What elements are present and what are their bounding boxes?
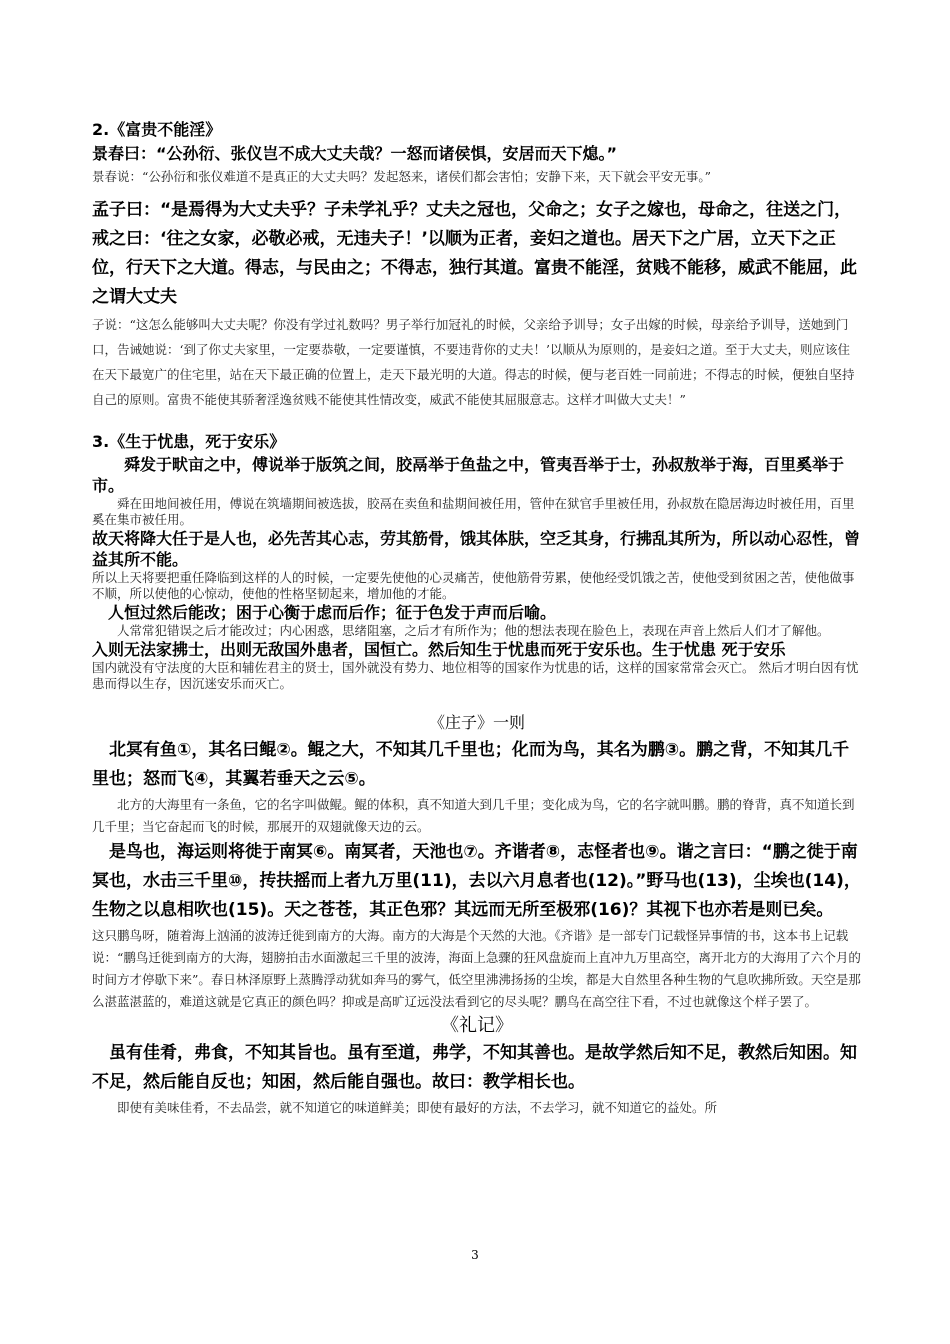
- section-2-translation-1: 景春说：“公孙衍和张仪难道不是真正的大丈夫吗？发起怒来，诸侯们都会害怕；安静下来，天下就会平安无事。”: [92, 169, 712, 184]
- zhuangzi-translation-1: 北方的大海里有一条鱼，它的名字叫做鲲。鲲的体积，真不知道大到几千里；变化成为鸟，它的名字就叫鹏。鹏的脊背，真不知道长到几千里；当它奋起而飞的时候，那展开的双翅就像天边的云。: [92, 797, 855, 834]
- document-page: [92, 118, 862, 1119]
- liji-original-1: 虽有佳肴，弗食，不知其旨也。虽有至道，弗学，不知其善也。是故学然后知不足，教然后知困。知不足，然后能自反也；知困，然后能自强也。故曰：教学相长也。: [92, 1043, 857, 1092]
- zhuangzi-original-2: 是鸟也，海运则将徙于南冥⑥。南冥者，天池也⑦。齐谐者⑧，志怪者也⑨。谐之言曰：“鹏之徙于南冥也，水击三千里⑩，抟扶摇而上者九万里(11)，去以六月息者也(12)。”野马也(13)，尘埃也(14)，生物之以息相吹也(15)。天之苍苍，其正色邪？其远而无所至极邪(16)？其视下也亦若是则已矣。: [92, 842, 861, 920]
- section-3-original-2: 故天将降大任于是人也，必先苦其心志，劳其筋骨，饿其体肤，空乏其身，行拂乱其所为，所以动心忍性，曾益其所不能。: [92, 529, 861, 569]
- section-2-translation-2: 子说：“这怎么能够叫大丈夫呢？你没有学过礼数吗？男子举行加冠礼的时候，父亲给予训导；女子出嫁的时候，母亲给予训导，送她到门口，告诫她说：‘到了你丈夫家里，一定要恭敬，一定要谨慎，不要违背你的丈夫！’以顺从为原则的，是妾妇之道。至于大丈夫，则应该住在天下最宽广的住宅里，站在天下最正确的位置上，走天下最光明的大道。得志的时候，便与老百姓一同前进；不得志的时候，便独自坚持自己的原则。富贵不能使其骄奢淫逸贫贱不能使其性情改变，威武不能使其屈服意志。这样才叫做大丈夫！”: [92, 317, 855, 407]
- section-3-original-4: 入则无法家拂士，出则无敌国外患者，国恒亡。然后知生于忧患而死于安乐也。生于忧患 死于安乐: [92, 640, 786, 659]
- section-2-original-1: 景春曰：“公孙衍、张仪岂不成大丈夫哉？一怒而诸侯惧，安居而天下熄。”: [92, 144, 618, 163]
- liji-translation-1: 即使有美味佳肴，不去品尝，就不知道它的味道鲜美；即使有最好的方法，不去学习，就不知道它的益处。所: [117, 1100, 718, 1115]
- section-3-original-3: 人恒过然后能改；困于心衡于虑而后作；征于色发于声而后喻。: [108, 603, 557, 622]
- zhuangzi-translation-2: 这只鹏鸟呀，随着海上汹涌的波涛迁徙到南方的大海。南方的大海是个天然的大池。《齐谐》是一部专门记载怪异事情的书，这本书上记载说：“鹏鸟迁徙到南方的大海，翅膀拍击水面激起三千里的波涛，海面上急骤的狂风盘旋而上直冲九万里高空，离开北方的大海用了六个月的时间方才停歇下来”。春日林泽原野上蒸腾浮动犹如奔马的雾气，低空里沸沸扬扬的尘埃，都是大自然里各种生物的气息吹拂所致。天空是那么湛蓝湛蓝的，难道这就是它真正的颜色吗？抑或是高旷辽远没法看到它的尽头呢？鹏鸟在高空往下看，不过也就像这个样子罢了。: [92, 928, 861, 1009]
- section-3-translation-1: 舜在田地间被任用，傅说在筑墙期间被选拔，胶鬲在卖鱼和盐期间被任用，管仲在狱官手里被任用，孙叔敖在隐居海边时被任用，百里奚在集市被任用。: [92, 496, 855, 527]
- section-3-translation-2: 所以上天将要把重任降临到这样的人的时候，一定要先使他的心灵痛苦，使他筋骨劳累，使他经受饥饿之苦，使他受到贫困之苦，使他做事不顺，所以使他的心惊动，使他的性格坚韧起来，增加他的才能。: [92, 570, 855, 601]
- section-2-title: 2.《富贵不能淫》: [92, 120, 222, 139]
- section-3-translation-3: 人常常犯错误之后才能改过；内心困惑，思绪阻塞，之后才有所作为；他的想法表现在脸色上，表现在声音上然后人们才了解他。: [117, 623, 830, 638]
- section-3-translation-4: 国内就没有守法度的大臣和辅佐君主的贤士，国外就没有势力、地位相等的国家作为忧患的话，这样的国家常常会灭亡。 然后才明白因有忧患而得以生存，因沉迷安乐而灭亡。: [92, 660, 859, 691]
- section-3-original-1: 舜发于畎亩之中，傅说举于版筑之间，胶鬲举于鱼盐之中，管夷吾举于士，孙叔敖举于海，百里奚举于市。: [92, 455, 845, 495]
- section-2-original-2: 孟子曰：“是焉得为大丈夫乎？子未学礼乎？丈夫之冠也，父命之；女子之嫁也，母命之，往送之门，戒之曰：‘往之女家，必敬必戒，无违夫子！’以顺为正者，妾妇之道也。居天下之广居，立天下之正位，行天下之大道。得志，与民由之；不得志，独行其道。富贵不能淫，贫贱不能移，威武不能屈，此之谓大丈夫: [92, 200, 857, 307]
- zhuangzi-original-1: 北冥有鱼①，其名曰鲲②。鲲之大，不知其几千里也；化而为鸟，其名为鹏③。鹏之背，不知其几千里也；怒而飞④，其翼若垂天之云⑤。: [92, 740, 850, 789]
- zhuangzi-title: 《庄子》一则: [428, 713, 525, 732]
- liji-title: 《礼记》: [441, 1015, 513, 1036]
- section-3-title: 3.《生于忧患，死于安乐》: [92, 432, 286, 451]
- page-number: 3: [471, 1248, 479, 1262]
